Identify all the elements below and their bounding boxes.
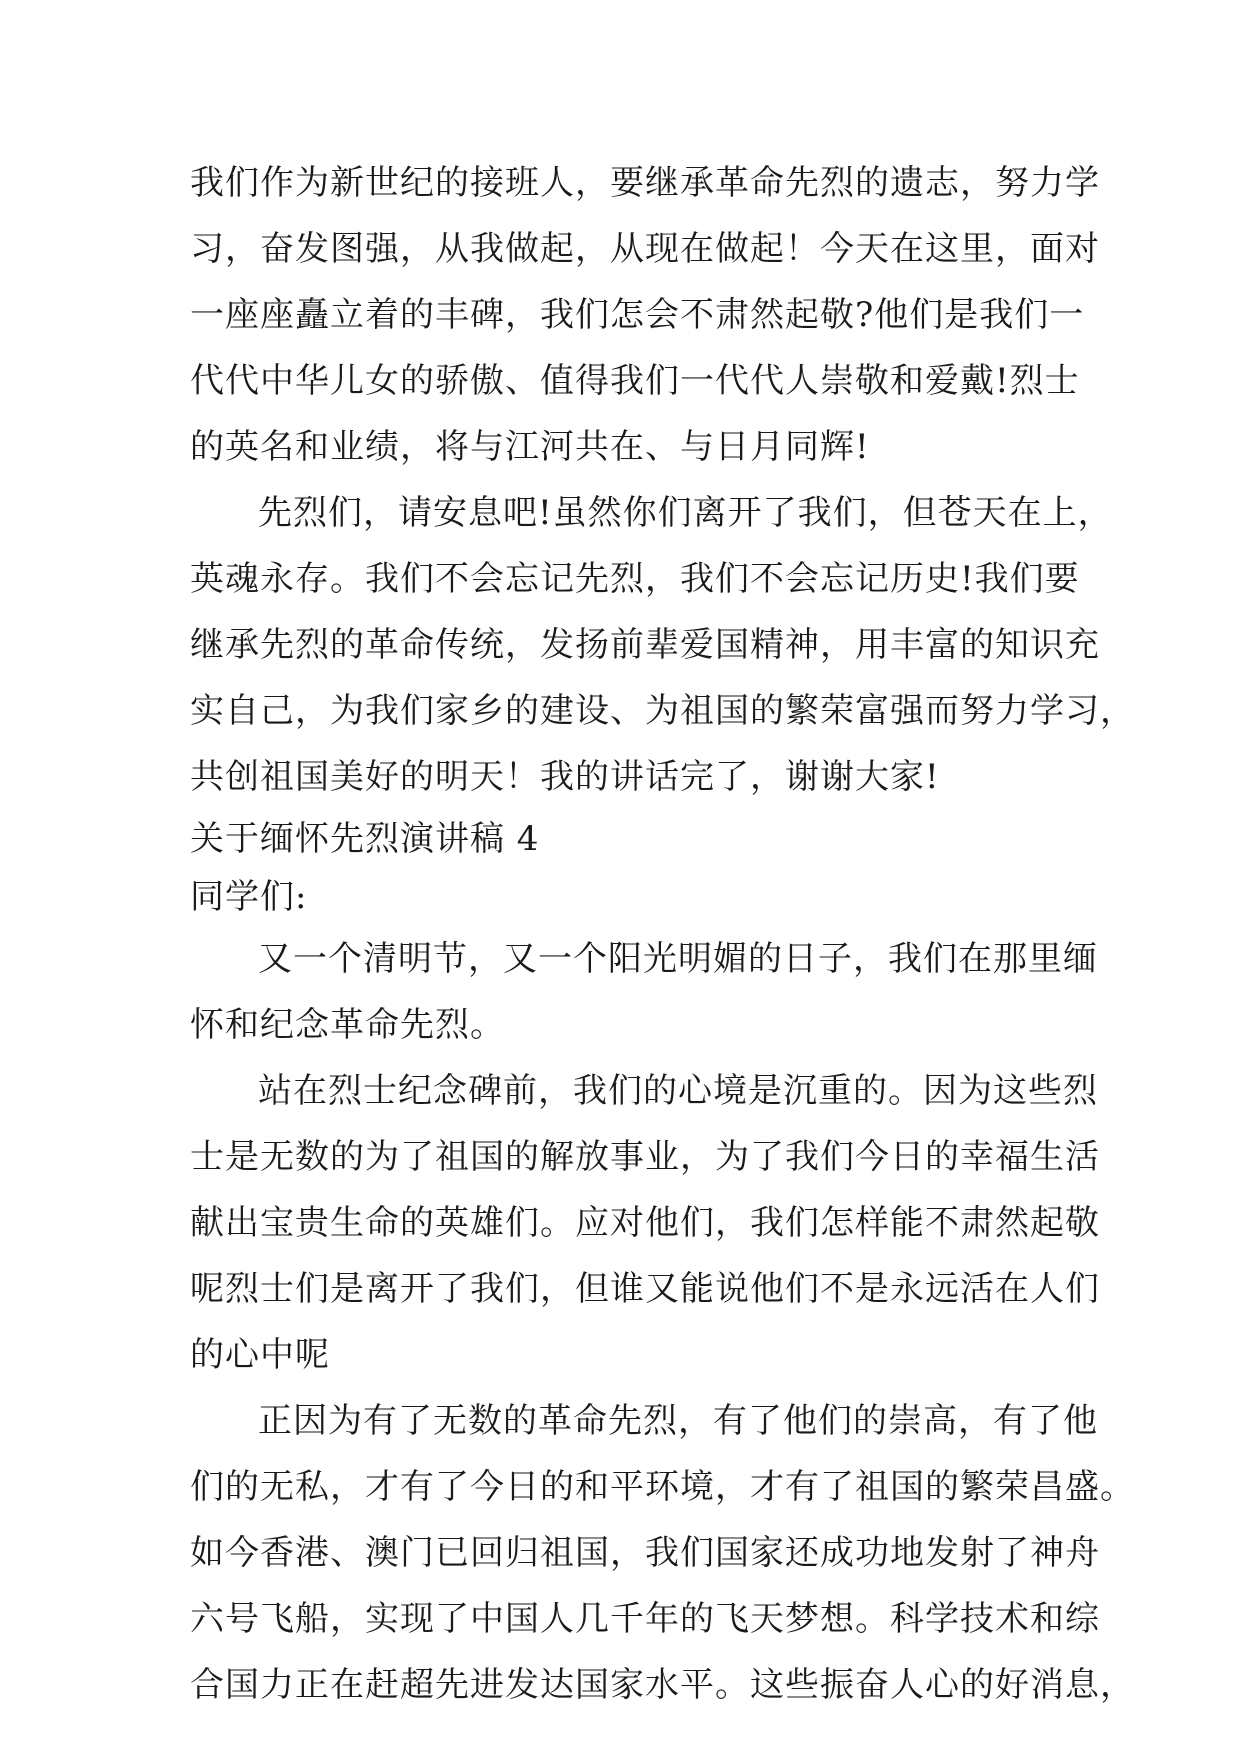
section-heading: 关于缅怀先烈演讲稿 4: [190, 819, 540, 859]
salutation: 同学们:: [190, 877, 308, 917]
text-line: 英魂永存。我们不会忘记先烈，我们不会忘记历史!我们要: [190, 559, 1080, 599]
text-line: 怀和纪念革命先烈。: [190, 1005, 505, 1045]
text-line: 共创祖国美好的明天！我的讲话完了，谢谢大家!: [190, 757, 940, 797]
text-line: 如今香港、澳门已回归祖国，我们国家还成功地发射了神舟: [190, 1533, 1100, 1573]
text-line: 我们作为新世纪的接班人，要继承革命先烈的遗志，努力学: [190, 163, 1100, 203]
text-line: 们的无私，才有了今日的和平环境，才有了祖国的繁荣昌盛。: [190, 1467, 1135, 1507]
text-line: 的英名和业绩，将与江河共在、与日月同辉!: [190, 427, 870, 467]
text-line: 合国力正在赶超先进发达国家水平。这些振奋人心的好消息，: [190, 1665, 1135, 1705]
text-line: 的心中呢: [190, 1335, 330, 1375]
text-line: 士是无数的为了祖国的解放事业，为了我们今日的幸福生活: [190, 1137, 1100, 1177]
text-line: 实自己，为我们家乡的建设、为祖国的繁荣富强而努力学习，: [190, 691, 1135, 731]
document-page: [190, 150, 1135, 1718]
text-line: 呢烈士们是离开了我们，但谁又能说他们不是永远活在人们: [190, 1269, 1100, 1309]
text-line: 习，奋发图强，从我做起，从现在做起！今天在这里，面对: [190, 229, 1100, 269]
paragraph-start-line: 站在烈士纪念碑前，我们的心境是沉重的。因为这些烈: [258, 1071, 1098, 1111]
paragraph-start-line: 正因为有了无数的革命先烈，有了他们的崇高，有了他: [258, 1401, 1098, 1441]
text-line: 一座座矗立着的丰碑，我们怎会不肃然起敬?他们是我们一: [190, 295, 1085, 335]
paragraph-start-line: 先烈们，请安息吧!虽然你们离开了我们，但苍天在上，: [258, 493, 1113, 533]
text-line: 继承先烈的革命传统，发扬前辈爱国精神，用丰富的知识充: [190, 625, 1100, 665]
text-line: 献出宝贵生命的英雄们。应对他们，我们怎样能不肃然起敬: [190, 1203, 1100, 1243]
text-line: 代代中华儿女的骄傲、值得我们一代代人崇敬和爱戴!烈士: [190, 361, 1080, 401]
text-line: 六号飞船，实现了中国人几千年的飞天梦想。科学技术和综: [190, 1599, 1100, 1639]
paragraph-start-line: 又一个清明节，又一个阳光明媚的日子，我们在那里缅: [258, 939, 1098, 979]
